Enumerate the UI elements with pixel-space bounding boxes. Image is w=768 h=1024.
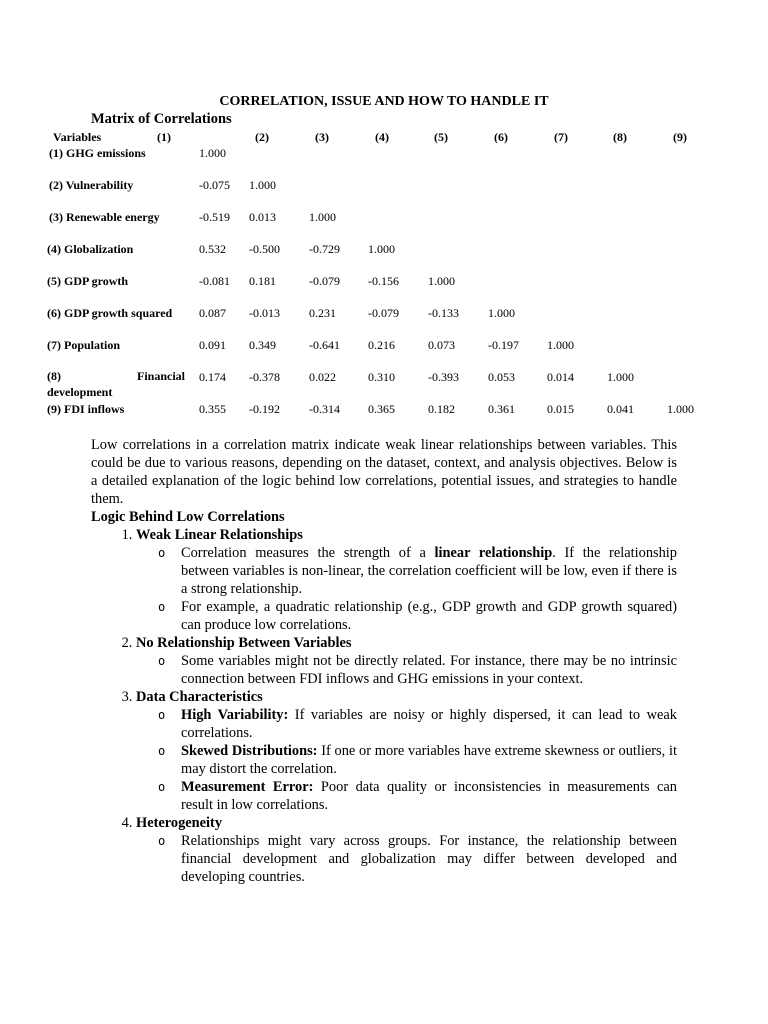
- matrix-header-variables: Variables: [53, 130, 102, 144]
- list-item: [136, 688, 677, 814]
- bullet-text: For example, a quadratic relationship (e.g., GDP growth and GDP growth squared) can produce low correlations.: [181, 599, 677, 633]
- matrix-cell: 1.000: [199, 146, 226, 160]
- bullet-text: Correlation measures the strength of a: [181, 545, 435, 561]
- intro-paragraph: Low correlations in a correlation matrix indicate weak linear relationships between variables. This could be due to various reasons, depending on the dataset, context, and analysis objectives. Below is a detailed explanation of the logic behind low correlations, potential issues, and strategies to handle them.: [91, 437, 677, 507]
- matrix-row-label-continued: development: [47, 385, 113, 399]
- document-title: CORRELATION, ISSUE AND HOW TO HANDLE IT: [219, 94, 549, 109]
- matrix-column-header: (3): [315, 130, 329, 144]
- matrix-cell: 0.182: [428, 402, 455, 416]
- matrix-row-label: (6) GDP growth squared: [47, 306, 173, 320]
- matrix-cell: 0.014: [547, 370, 574, 384]
- sub-list-item: [158, 706, 677, 742]
- matrix-cell: -0.314: [309, 402, 340, 416]
- sub-list-item: [158, 778, 678, 814]
- matrix-cell: -0.192: [249, 402, 280, 416]
- matrix-row-label: (1) GHG emissions: [49, 146, 146, 160]
- matrix-row-label: (9) FDI inflows: [47, 402, 125, 416]
- matrix-cell: 1.000: [309, 210, 336, 224]
- bullet-icon: o: [158, 744, 166, 758]
- sub-list-item: [158, 832, 677, 886]
- matrix-row-label: (4) Globalization: [47, 242, 134, 256]
- matrix-cell: 0.091: [199, 338, 226, 352]
- matrix-cell: -0.500: [249, 242, 280, 256]
- matrix-cell: 0.532: [199, 242, 226, 256]
- bullet-emphasis: High Variability:: [181, 707, 289, 723]
- list-item: [136, 526, 677, 634]
- matrix-column-header: (1): [157, 130, 171, 144]
- bullet-text: Some variables might not be directly related. For instance, there may be no intrinsic connection between FDI inflows and GHG emissions in your context.: [181, 653, 677, 687]
- matrix-cell: -0.079: [309, 274, 340, 288]
- matrix-row-label: (2) Vulnerability: [49, 178, 134, 192]
- matrix-column-header: (4): [375, 130, 389, 144]
- sub-list: [136, 832, 677, 886]
- matrix-row-label: (8) Financial: [47, 369, 185, 383]
- matrix-cell: 0.174: [199, 370, 226, 384]
- matrix-cell: -0.013: [249, 306, 280, 320]
- matrix-column-header: (2): [255, 130, 269, 144]
- matrix-column-header: (5): [434, 130, 448, 144]
- matrix-column-header: (6): [494, 130, 508, 144]
- matrix-cell: 0.053: [488, 370, 515, 384]
- bullet-emphasis: Skewed Distributions:: [181, 743, 318, 759]
- matrix-cell: 0.216: [368, 338, 395, 352]
- bullet-icon: o: [158, 780, 166, 794]
- matrix-cell: 0.015: [547, 402, 574, 416]
- issues-list: [91, 526, 677, 886]
- matrix-cell: -0.079: [368, 306, 399, 320]
- sub-list: [136, 544, 677, 634]
- matrix-cell: 0.361: [488, 402, 515, 416]
- sub-list-item: [158, 544, 677, 598]
- bullet-icon: o: [158, 600, 166, 614]
- matrix-cell: 0.022: [309, 370, 336, 384]
- matrix-cell: -0.393: [428, 370, 459, 384]
- bullet-icon: o: [158, 654, 166, 668]
- matrix-cell: 0.087: [199, 306, 226, 320]
- matrix-column-header: (7): [554, 130, 568, 144]
- bullet-text: If variables are noisy or highly dispersed, it can lead to weak correlations.: [181, 707, 677, 741]
- matrix-row-label: (5) GDP growth: [47, 274, 129, 288]
- bullet-text: If one or more variables have extreme skewness or outliers, it may distort the correlation.: [181, 743, 677, 777]
- sub-list-item: [158, 742, 677, 778]
- matrix-cell: 1.000: [488, 306, 515, 320]
- matrix-cell: 0.073: [428, 338, 455, 352]
- matrix-cell: 0.349: [249, 338, 276, 352]
- matrix-cell: -0.156: [368, 274, 399, 288]
- bullet-text: Relationships might vary across groups. For instance, the relationship between financial development and globalization may differ between developed and developing countries.: [181, 833, 677, 885]
- matrix-row-label: (7) Population: [47, 338, 121, 352]
- matrix-cell: 0.355: [199, 402, 226, 416]
- matrix-cell: -0.133: [428, 306, 459, 320]
- matrix-cell: 1.000: [667, 402, 694, 416]
- matrix-cell: 1.000: [249, 178, 276, 192]
- matrix-cell: 1.000: [368, 242, 395, 256]
- matrix-column-header: (9): [673, 130, 687, 144]
- sub-list-item: [158, 652, 677, 688]
- matrix-cell: 0.041: [607, 402, 634, 416]
- item-heading: No Relationship Between Variables: [136, 635, 352, 651]
- matrix-cell: -0.641: [309, 338, 340, 352]
- matrix-cell: -0.519: [199, 210, 230, 224]
- matrix-cell: 0.013: [249, 210, 276, 224]
- matrix-cell: 1.000: [428, 274, 455, 288]
- matrix-cell: -0.075: [199, 178, 230, 192]
- list-item: [136, 814, 677, 886]
- item-heading: Heterogeneity: [136, 815, 223, 831]
- bullet-emphasis: Measurement Error:: [181, 779, 314, 795]
- matrix-title: Matrix of Correlations: [91, 111, 232, 127]
- item-heading: Data Characteristics: [136, 689, 263, 705]
- bullet-emphasis: linear relationship: [434, 545, 553, 561]
- document-body: [91, 436, 677, 886]
- matrix-cell: -0.197: [488, 338, 519, 352]
- bullet-icon: o: [158, 834, 166, 848]
- matrix-cell: 0.181: [249, 274, 276, 288]
- matrix-cell: -0.729: [309, 242, 340, 256]
- bullet-text: . If the relationship between variables is non-linear, the correlation coefficient will be low, even if there is a strong relationship.: [181, 545, 677, 597]
- bullet-icon: o: [158, 546, 166, 560]
- matrix-cell: -0.378: [249, 370, 280, 384]
- matrix-cell: 0.231: [309, 306, 336, 320]
- item-heading: Weak Linear Relationships: [136, 527, 303, 543]
- sub-list-item: [158, 598, 677, 634]
- bullet-text: Poor data quality or inconsistencies in measurements can result in low correlations.: [181, 779, 678, 813]
- list-item: [136, 634, 677, 688]
- matrix-cell: -0.081: [199, 274, 230, 288]
- matrix-cell: 0.365: [368, 402, 395, 416]
- matrix-cell: 1.000: [607, 370, 634, 384]
- matrix-cell: 1.000: [547, 338, 574, 352]
- matrix-cell: 0.310: [368, 370, 395, 384]
- bullet-icon: o: [158, 708, 166, 722]
- sub-list: [136, 706, 677, 814]
- sub-list: [136, 652, 677, 688]
- matrix-row-label: (3) Renewable energy: [49, 210, 160, 224]
- section-heading: Logic Behind Low Correlations: [91, 509, 285, 525]
- matrix-column-header: (8): [613, 130, 627, 144]
